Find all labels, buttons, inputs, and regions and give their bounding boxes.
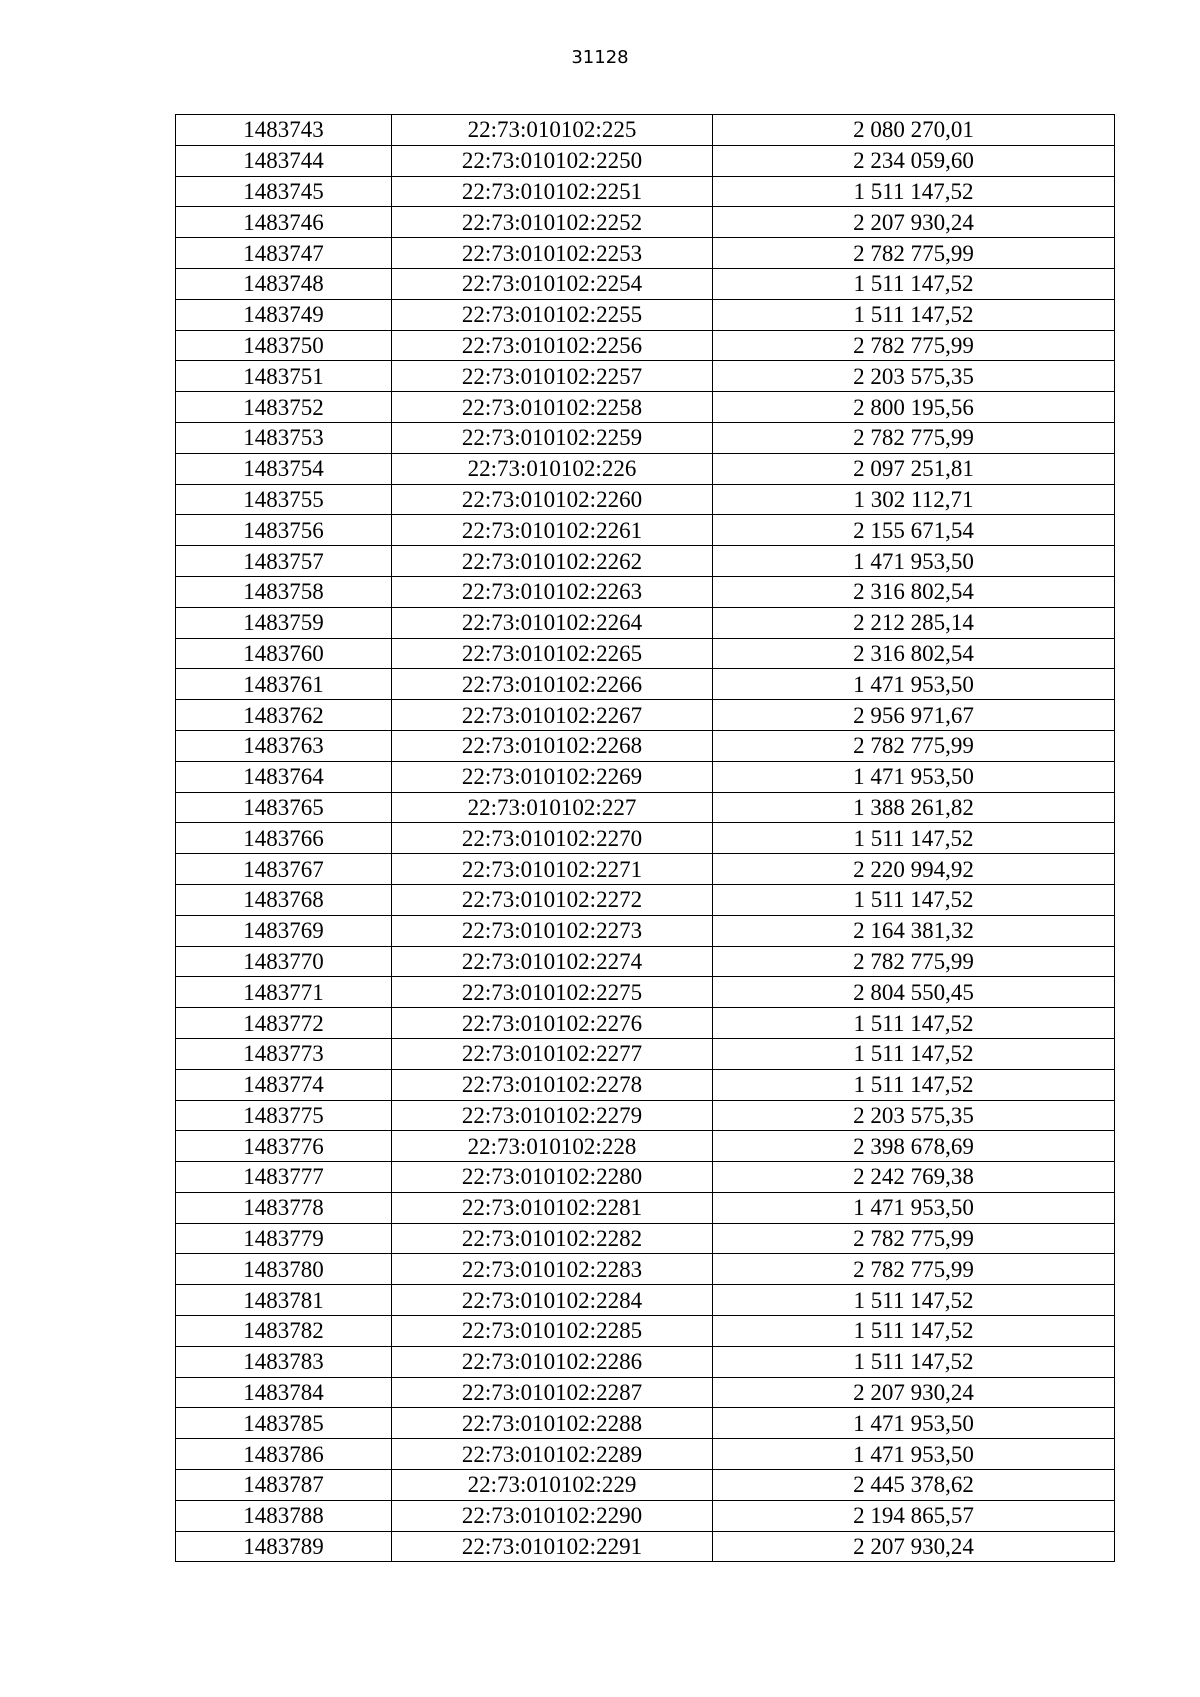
value-cell: 1 511 147,52 bbox=[713, 176, 1115, 207]
cadastral-number-cell: 22:73:010102:2287 bbox=[392, 1377, 713, 1408]
table-body bbox=[176, 115, 1115, 1562]
table-row bbox=[176, 792, 1115, 823]
record-id-cell: 1483788 bbox=[176, 1500, 392, 1531]
value-cell: 1 511 147,52 bbox=[713, 268, 1115, 299]
cadastral-number-cell: 22:73:010102:2255 bbox=[392, 299, 713, 330]
table-row bbox=[176, 515, 1115, 546]
value-cell: 2 445 378,62 bbox=[713, 1470, 1115, 1501]
value-cell: 1 471 953,50 bbox=[713, 1192, 1115, 1223]
cadastral-number-cell: 22:73:010102:2272 bbox=[392, 884, 713, 915]
table-row bbox=[176, 1439, 1115, 1470]
cadastral-number-cell: 22:73:010102:2253 bbox=[392, 238, 713, 269]
record-id-cell: 1483754 bbox=[176, 453, 392, 484]
value-cell: 1 511 147,52 bbox=[713, 884, 1115, 915]
table-row bbox=[176, 1131, 1115, 1162]
value-cell: 2 782 775,99 bbox=[713, 1254, 1115, 1285]
value-cell: 1 471 953,50 bbox=[713, 1439, 1115, 1470]
table-row bbox=[176, 546, 1115, 577]
cadastral-number-cell: 22:73:010102:225 bbox=[392, 115, 713, 146]
table-row bbox=[176, 1038, 1115, 1069]
page-number: 31128 bbox=[571, 47, 629, 68]
record-id-cell: 1483761 bbox=[176, 669, 392, 700]
value-cell: 1 471 953,50 bbox=[713, 669, 1115, 700]
record-id-cell: 1483745 bbox=[176, 176, 392, 207]
table-row bbox=[176, 669, 1115, 700]
table-row bbox=[176, 977, 1115, 1008]
cadastral-number-cell: 22:73:010102:2256 bbox=[392, 330, 713, 361]
table-row bbox=[176, 1100, 1115, 1131]
record-id-cell: 1483775 bbox=[176, 1100, 392, 1131]
table-row bbox=[176, 484, 1115, 515]
value-cell: 2 782 775,99 bbox=[713, 238, 1115, 269]
record-id-cell: 1483771 bbox=[176, 977, 392, 1008]
value-cell: 1 511 147,52 bbox=[713, 1038, 1115, 1069]
table-row bbox=[176, 915, 1115, 946]
cadastral-number-cell: 22:73:010102:2254 bbox=[392, 268, 713, 299]
value-cell: 2 155 671,54 bbox=[713, 515, 1115, 546]
table-row bbox=[176, 1254, 1115, 1285]
value-cell: 1 511 147,52 bbox=[713, 1346, 1115, 1377]
table-row bbox=[176, 392, 1115, 423]
value-cell: 1 511 147,52 bbox=[713, 1008, 1115, 1039]
cadastral-number-cell: 22:73:010102:2286 bbox=[392, 1346, 713, 1377]
table-row bbox=[176, 1223, 1115, 1254]
record-id-cell: 1483756 bbox=[176, 515, 392, 546]
cadastral-number-cell: 22:73:010102:2268 bbox=[392, 730, 713, 761]
record-id-cell: 1483764 bbox=[176, 761, 392, 792]
cadastral-number-cell: 22:73:010102:2261 bbox=[392, 515, 713, 546]
table-row bbox=[176, 1377, 1115, 1408]
record-id-cell: 1483762 bbox=[176, 700, 392, 731]
record-id-cell: 1483763 bbox=[176, 730, 392, 761]
cadastral-number-cell: 22:73:010102:2288 bbox=[392, 1408, 713, 1439]
record-id-cell: 1483776 bbox=[176, 1131, 392, 1162]
value-cell: 1 511 147,52 bbox=[713, 823, 1115, 854]
record-id-cell: 1483743 bbox=[176, 115, 392, 146]
record-id-cell: 1483779 bbox=[176, 1223, 392, 1254]
cadastral-number-cell: 22:73:010102:2290 bbox=[392, 1500, 713, 1531]
table-row bbox=[176, 761, 1115, 792]
cadastral-number-cell: 22:73:010102:2265 bbox=[392, 638, 713, 669]
table-row bbox=[176, 638, 1115, 669]
cadastral-number-cell: 22:73:010102:2277 bbox=[392, 1038, 713, 1069]
cadastral-number-cell: 22:73:010102:2266 bbox=[392, 669, 713, 700]
table-row bbox=[176, 1285, 1115, 1316]
table-row bbox=[176, 330, 1115, 361]
cadastral-number-cell: 22:73:010102:2291 bbox=[392, 1531, 713, 1562]
value-cell: 1 388 261,82 bbox=[713, 792, 1115, 823]
record-id-cell: 1483784 bbox=[176, 1377, 392, 1408]
value-cell: 2 398 678,69 bbox=[713, 1131, 1115, 1162]
value-cell: 2 220 994,92 bbox=[713, 854, 1115, 885]
table-row bbox=[176, 207, 1115, 238]
cadastral-number-cell: 22:73:010102:2271 bbox=[392, 854, 713, 885]
cadastral-number-cell: 22:73:010102:2273 bbox=[392, 915, 713, 946]
value-cell: 1 471 953,50 bbox=[713, 546, 1115, 577]
value-cell: 2 782 775,99 bbox=[713, 946, 1115, 977]
record-id-cell: 1483774 bbox=[176, 1069, 392, 1100]
record-id-cell: 1483750 bbox=[176, 330, 392, 361]
record-id-cell: 1483752 bbox=[176, 392, 392, 423]
table-row bbox=[176, 1531, 1115, 1562]
value-cell: 2 194 865,57 bbox=[713, 1500, 1115, 1531]
cadastral-number-cell: 22:73:010102:2289 bbox=[392, 1439, 713, 1470]
table-row bbox=[176, 115, 1115, 146]
table-row bbox=[176, 453, 1115, 484]
cadastral-number-cell: 22:73:010102:228 bbox=[392, 1131, 713, 1162]
cadastral-number-cell: 22:73:010102:229 bbox=[392, 1470, 713, 1501]
value-cell: 2 203 575,35 bbox=[713, 361, 1115, 392]
record-id-cell: 1483769 bbox=[176, 915, 392, 946]
table-row bbox=[176, 607, 1115, 638]
table-row bbox=[176, 884, 1115, 915]
record-id-cell: 1483768 bbox=[176, 884, 392, 915]
value-cell: 2 804 550,45 bbox=[713, 977, 1115, 1008]
table-row bbox=[176, 1408, 1115, 1439]
cadastral-number-cell: 22:73:010102:2285 bbox=[392, 1316, 713, 1347]
record-id-cell: 1483770 bbox=[176, 946, 392, 977]
cadastral-number-cell: 22:73:010102:226 bbox=[392, 453, 713, 484]
value-cell: 2 800 195,56 bbox=[713, 392, 1115, 423]
table-row bbox=[176, 1500, 1115, 1531]
cadastral-number-cell: 22:73:010102:2275 bbox=[392, 977, 713, 1008]
record-id-cell: 1483777 bbox=[176, 1162, 392, 1193]
cadastral-number-cell: 22:73:010102:2274 bbox=[392, 946, 713, 977]
table-row bbox=[176, 422, 1115, 453]
table-row bbox=[176, 1069, 1115, 1100]
cadastral-number-cell: 22:73:010102:2276 bbox=[392, 1008, 713, 1039]
value-cell: 2 203 575,35 bbox=[713, 1100, 1115, 1131]
cadastral-number-cell: 22:73:010102:2260 bbox=[392, 484, 713, 515]
table-row bbox=[176, 145, 1115, 176]
table-row bbox=[176, 176, 1115, 207]
value-cell: 2 207 930,24 bbox=[713, 1531, 1115, 1562]
record-id-cell: 1483751 bbox=[176, 361, 392, 392]
value-cell: 1 471 953,50 bbox=[713, 1408, 1115, 1439]
value-cell: 1 511 147,52 bbox=[713, 1069, 1115, 1100]
record-id-cell: 1483746 bbox=[176, 207, 392, 238]
cadastral-number-cell: 22:73:010102:2263 bbox=[392, 576, 713, 607]
value-cell: 2 097 251,81 bbox=[713, 453, 1115, 484]
cadastral-number-cell: 22:73:010102:2270 bbox=[392, 823, 713, 854]
value-cell: 1 511 147,52 bbox=[713, 1285, 1115, 1316]
record-id-cell: 1483786 bbox=[176, 1439, 392, 1470]
record-id-cell: 1483758 bbox=[176, 576, 392, 607]
cadastral-number-cell: 22:73:010102:2282 bbox=[392, 1223, 713, 1254]
record-id-cell: 1483757 bbox=[176, 546, 392, 577]
table-row bbox=[176, 1162, 1115, 1193]
record-id-cell: 1483783 bbox=[176, 1346, 392, 1377]
table-row bbox=[176, 854, 1115, 885]
record-id-cell: 1483760 bbox=[176, 638, 392, 669]
record-id-cell: 1483789 bbox=[176, 1531, 392, 1562]
cadastral-number-cell: 22:73:010102:2280 bbox=[392, 1162, 713, 1193]
cadastral-number-cell: 22:73:010102:2279 bbox=[392, 1100, 713, 1131]
record-id-cell: 1483747 bbox=[176, 238, 392, 269]
table-row bbox=[176, 238, 1115, 269]
record-id-cell: 1483780 bbox=[176, 1254, 392, 1285]
cadastral-number-cell: 22:73:010102:2278 bbox=[392, 1069, 713, 1100]
record-id-cell: 1483778 bbox=[176, 1192, 392, 1223]
cadastral-number-cell: 22:73:010102:227 bbox=[392, 792, 713, 823]
table-row bbox=[176, 361, 1115, 392]
record-id-cell: 1483773 bbox=[176, 1038, 392, 1069]
record-id-cell: 1483749 bbox=[176, 299, 392, 330]
value-cell: 2 956 971,67 bbox=[713, 700, 1115, 731]
value-cell: 2 316 802,54 bbox=[713, 638, 1115, 669]
record-id-cell: 1483782 bbox=[176, 1316, 392, 1347]
table-row bbox=[176, 1470, 1115, 1501]
table-row bbox=[176, 700, 1115, 731]
record-id-cell: 1483744 bbox=[176, 145, 392, 176]
record-id-cell: 1483755 bbox=[176, 484, 392, 515]
cadastral-number-cell: 22:73:010102:2251 bbox=[392, 176, 713, 207]
record-id-cell: 1483748 bbox=[176, 268, 392, 299]
table-row bbox=[176, 946, 1115, 977]
cadastral-number-cell: 22:73:010102:2252 bbox=[392, 207, 713, 238]
cadastral-number-cell: 22:73:010102:2258 bbox=[392, 392, 713, 423]
record-id-cell: 1483753 bbox=[176, 422, 392, 453]
cadastral-number-cell: 22:73:010102:2250 bbox=[392, 145, 713, 176]
table-row bbox=[176, 1192, 1115, 1223]
table-row bbox=[176, 1008, 1115, 1039]
cadastral-number-cell: 22:73:010102:2281 bbox=[392, 1192, 713, 1223]
cadastral-number-cell: 22:73:010102:2257 bbox=[392, 361, 713, 392]
value-cell: 1 511 147,52 bbox=[713, 1316, 1115, 1347]
record-id-cell: 1483772 bbox=[176, 1008, 392, 1039]
record-id-cell: 1483765 bbox=[176, 792, 392, 823]
table-row bbox=[176, 823, 1115, 854]
value-cell: 1 471 953,50 bbox=[713, 761, 1115, 792]
record-id-cell: 1483787 bbox=[176, 1470, 392, 1501]
record-id-cell: 1483759 bbox=[176, 607, 392, 638]
table-row bbox=[176, 730, 1115, 761]
record-id-cell: 1483767 bbox=[176, 854, 392, 885]
value-cell: 1 511 147,52 bbox=[713, 299, 1115, 330]
cadastral-number-cell: 22:73:010102:2259 bbox=[392, 422, 713, 453]
data-table bbox=[175, 114, 1115, 1562]
value-cell: 2 207 930,24 bbox=[713, 1377, 1115, 1408]
record-id-cell: 1483785 bbox=[176, 1408, 392, 1439]
value-cell: 2 242 769,38 bbox=[713, 1162, 1115, 1193]
value-cell: 2 782 775,99 bbox=[713, 330, 1115, 361]
value-cell: 2 782 775,99 bbox=[713, 730, 1115, 761]
value-cell: 2 782 775,99 bbox=[713, 1223, 1115, 1254]
cadastral-number-cell: 22:73:010102:2264 bbox=[392, 607, 713, 638]
cadastral-number-cell: 22:73:010102:2269 bbox=[392, 761, 713, 792]
value-cell: 2 080 270,01 bbox=[713, 115, 1115, 146]
record-id-cell: 1483781 bbox=[176, 1285, 392, 1316]
value-cell: 2 234 059,60 bbox=[713, 145, 1115, 176]
value-cell: 2 207 930,24 bbox=[713, 207, 1115, 238]
table-row bbox=[176, 1346, 1115, 1377]
table-row bbox=[176, 1316, 1115, 1347]
cadastral-number-cell: 22:73:010102:2284 bbox=[392, 1285, 713, 1316]
value-cell: 2 212 285,14 bbox=[713, 607, 1115, 638]
cadastral-number-cell: 22:73:010102:2283 bbox=[392, 1254, 713, 1285]
cadastral-number-cell: 22:73:010102:2262 bbox=[392, 546, 713, 577]
value-cell: 2 164 381,32 bbox=[713, 915, 1115, 946]
table-row bbox=[176, 299, 1115, 330]
table-row bbox=[176, 576, 1115, 607]
value-cell: 2 316 802,54 bbox=[713, 576, 1115, 607]
value-cell: 2 782 775,99 bbox=[713, 422, 1115, 453]
cadastral-number-cell: 22:73:010102:2267 bbox=[392, 700, 713, 731]
record-id-cell: 1483766 bbox=[176, 823, 392, 854]
table-row bbox=[176, 268, 1115, 299]
value-cell: 1 302 112,71 bbox=[713, 484, 1115, 515]
